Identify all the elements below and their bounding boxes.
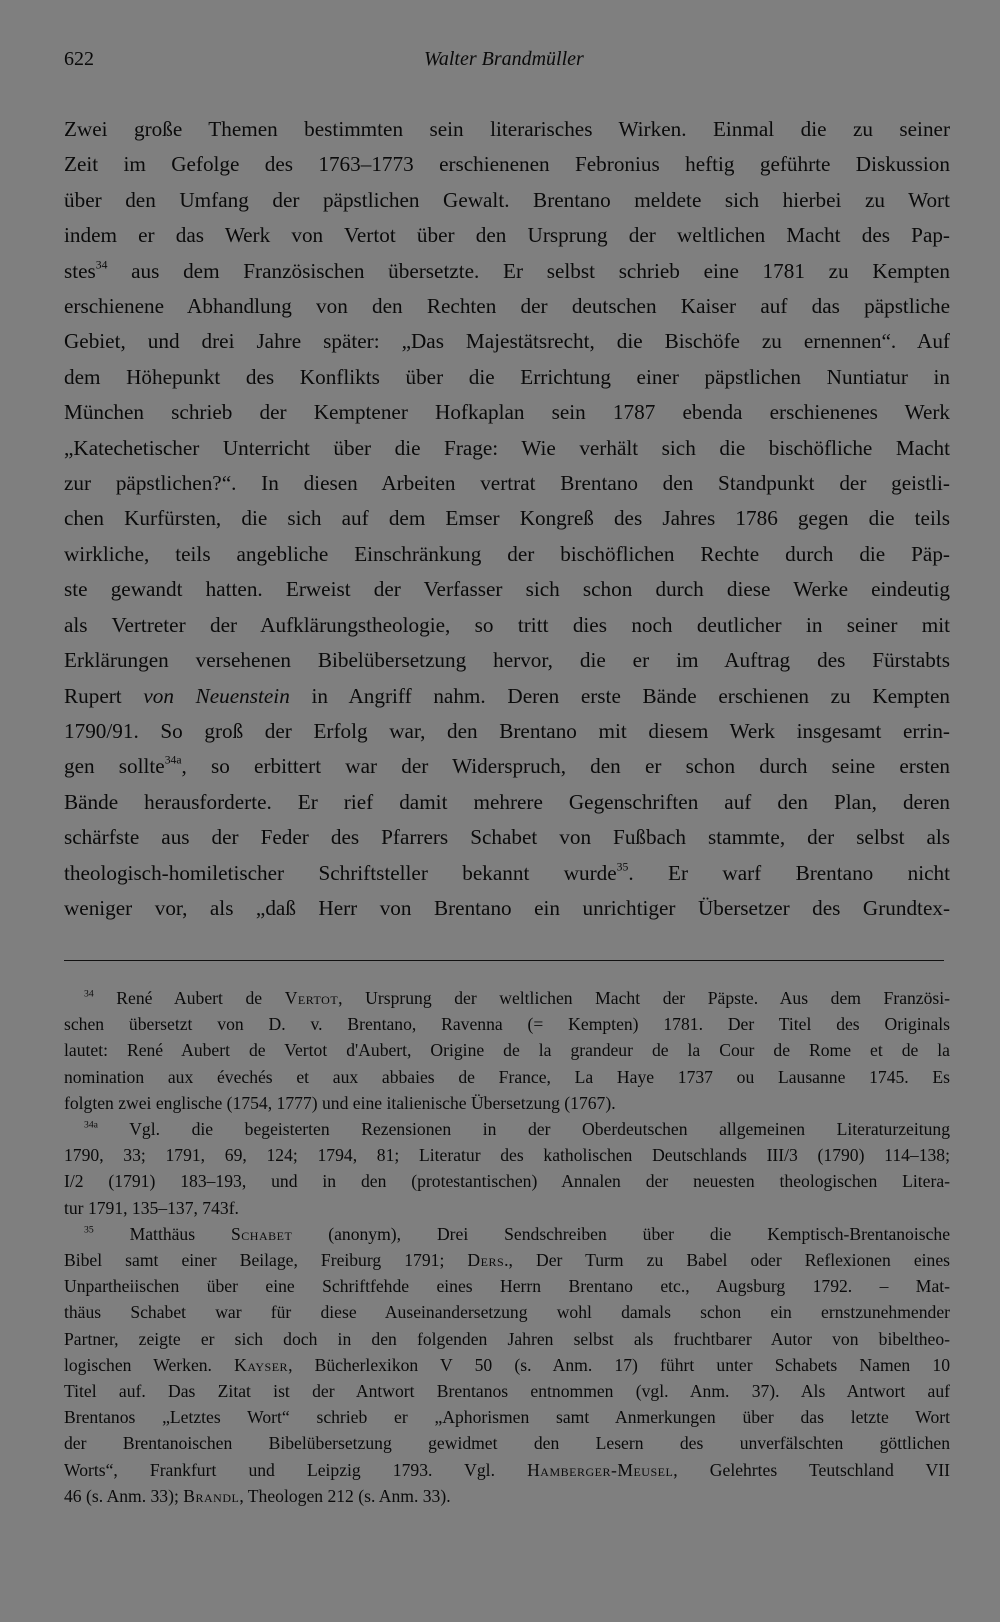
text-line: über den Umfang der päpstlichen Gewalt. Brentano meldete sich hierbei zu Wort	[64, 187, 950, 212]
footnote-line: I/2 (1791) 183–193, und in den (protestantischen) Annalen der neuesten theologischen Litera-	[64, 1171, 950, 1192]
footnote-line: thäus Schabet war für diese Auseinandersetzung wohl damals schon ein ernstzunehmender	[64, 1302, 950, 1323]
footnote-number: 35	[84, 1224, 94, 1236]
footnote-number: 34	[84, 988, 94, 1000]
author-name: Ders	[467, 1250, 505, 1271]
text-line: ste gewandt hatten. Erweist der Verfasser sich schon durch diese Werke eindeutig	[64, 577, 950, 602]
running-title: Walter Brandmüller	[424, 48, 584, 70]
footnote-line	[64, 1457, 950, 1483]
text-segment: theologisch-homiletischer Schriftsteller bekannt wurde	[64, 860, 617, 885]
text-segment: René Aubert de	[93, 988, 285, 1008]
footnote-line: tur 1791, 135–137, 743f.	[64, 1197, 239, 1218]
footnote-line	[64, 1483, 950, 1509]
text-line: wirkliche, teils angebliche Einschränkung der bischöflichen Rechte durch die Päp-	[64, 541, 950, 566]
text-segment: stes	[64, 258, 96, 283]
author-name: Hamberger-Meusel	[527, 1459, 674, 1480]
text-line: „Katechetischer Unterricht über die Frage: Wie verhält sich die bischöfliche Macht	[64, 435, 950, 460]
text-line: erschienene Abhandlung von den Rechten der deutschen Kaiser auf das päpstliche	[64, 294, 950, 319]
text-segment: , Ursprung der weltlichen Macht der Päpste. Aus dem Französi-	[338, 988, 950, 1008]
footnote-line: nomination aux évechés et aux abbaies de France, La Haye 1737 ou Lausanne 1745. Es	[64, 1066, 950, 1087]
footnote-line	[64, 985, 950, 1011]
footnote-line: schen übersetzt von D. v. Brentano, Ravenna (= Kempten) 1781. Der Titel des Originals	[64, 1014, 950, 1035]
author-name: Vertot	[284, 988, 339, 1008]
text-line: indem er das Werk von Vertot über den Ursprung der weltlichen Macht des Pap-	[64, 223, 950, 248]
text-segment: in Angriff nahm. Deren erste Bände erschienen zu Kempten	[289, 683, 950, 708]
text-line: zur päpstlichen?“. In diesen Arbeiten vertrat Brentano den Standpunkt der geistli-	[64, 471, 950, 496]
running-head	[64, 48, 936, 80]
text-line	[64, 856, 950, 891]
footnote-line	[64, 1116, 950, 1142]
text-line	[64, 749, 950, 784]
footnote-line: folgten zwei englische (1754, 1777) und eine italienische Übersetzung (1767).	[64, 1092, 616, 1113]
text-line: Bände herausforderte. Er rief damit mehrere Gegenschriften auf den Plan, deren	[64, 789, 950, 814]
text-line: Zwei große Themen bestimmten sein literarisches Wirken. Einmal die zu seiner	[64, 117, 950, 141]
footnotes	[64, 985, 950, 1509]
author-name: Brandl	[183, 1485, 240, 1506]
text-segment: , Bücherlexikon V 50 (s. Anm. 17) führt unter Schabets Namen 10	[288, 1354, 950, 1375]
italic-name: von Neuenstein	[143, 683, 290, 708]
text-segment: . Er warf Brentano nicht	[628, 860, 951, 885]
text-line: dem Höhepunkt des Konflikts über die Errichtung einer päpstlichen Nuntiatur in	[64, 364, 950, 389]
text-line: München schrieb der Kemptener Hofkaplan sein 1787 ebenda erschienenes Werk	[64, 400, 950, 425]
text-line: als Vertreter der Aufklärungstheologie, so tritt dies noch deutlicher in seiner mit	[64, 612, 950, 637]
author-name: Kayser	[234, 1354, 289, 1375]
text-line: Zeit im Gefolge des 1763–1773 erschienenen Febronius heftig geführte Diskussion	[64, 152, 950, 177]
footnote-marker: 34a	[164, 754, 182, 767]
footnote-line	[64, 1221, 950, 1247]
text-segment: , Gelehrtes Teutschland VII	[673, 1459, 950, 1480]
footnote-line: 1790, 33; 1791, 69, 124; 1794, 81; Literatur des katholischen Deutschlands III/3 (1790) 114–138;	[64, 1145, 950, 1166]
footnote-line: Brentanos „Letztes Wort“ schrieb er „Aphorismen samt Anmerkungen über das letzte Wort	[64, 1407, 950, 1428]
footnote-line: der Brentanoischen Bibelübersetzung gewidmet den Lesern des unverfälschten göttlichen	[64, 1433, 950, 1454]
text-segment: ., Der Turm zu Babel oder Reflexionen eines	[504, 1250, 950, 1271]
text-segment: Worts“, Frankfurt und Leipzig 1793. Vgl.	[64, 1459, 528, 1480]
footnote-line: lautet: René Aubert de Vertot d'Aubert, Origine de la grandeur de la Cour de Rome et de la	[64, 1040, 950, 1061]
footnote-line: Partner, zeigte er sich doch in den folgenden Jahren selbst als fruchtbarer Autor von bibeltheo-	[64, 1328, 950, 1349]
text-segment: , Theologen 212 (s. Anm. 33).	[239, 1485, 451, 1506]
text-segment: (anonym), Drei Sendschreiben über die Kemptisch-Brentanoische	[292, 1223, 951, 1244]
footnote-line: Titel auf. Das Zitat ist der Antwort Brentanos entnommen (vgl. Anm. 37). Als Antwort auf	[64, 1381, 950, 1402]
footnote-line: Unpartheiischen über eine Schriftfehde eines Herrn Brentano etc., Augsburg 1792. – Mat-	[64, 1276, 950, 1297]
text-line: Erklärungen versehenen Bibelübersetzung hervor, die er im Auftrag des Fürstabts	[64, 648, 950, 673]
footnote-marker: 34	[95, 258, 108, 272]
text-line: schärfste aus der Feder des Pfarrers Schabet von Fußbach stammte, der selbst als	[64, 825, 950, 850]
footnote-separator	[64, 960, 944, 961]
main-text	[64, 112, 950, 926]
footnote-line	[64, 1247, 950, 1273]
text-line: weniger vor, als „daß Herr von Brentano ein unrichtiger Übersetzer des Grundtex-	[64, 895, 950, 920]
text-line: chen Kurfürsten, die sich auf dem Emser Kongreß des Jahres 1786 gegen die teils	[64, 506, 950, 531]
text-line	[64, 254, 950, 289]
text-segment: Vgl. die begeisterten Rezensionen in der Oberdeutschen allgemeinen Literaturzeitung	[97, 1119, 950, 1140]
text-segment: , so erbittert war der Widerspruch, den er schon durch seine ersten	[181, 754, 950, 779]
author-name: Schabet	[231, 1223, 293, 1244]
page-number: 622	[64, 48, 94, 70]
text-segment: Rupert	[64, 683, 144, 708]
text-segment: Bibel samt einer Beilage, Freiburg 1791;	[64, 1250, 468, 1271]
footnote-marker: 35	[616, 860, 629, 874]
text-segment: aus dem Französischen übersetzte. Er selbst schrieb eine 1781 zu Kempten	[107, 258, 950, 283]
footnote-number: 34a	[84, 1119, 98, 1131]
text-line: 1790/91. So groß der Erfolg war, den Brentano mit diesem Werk insgesamt errin-	[64, 718, 950, 743]
text-line: Gebiet, und drei Jahre später: „Das Majestätsrecht, die Bischöfe zu ernennen“. Auf	[64, 329, 950, 354]
footnote-line	[64, 1352, 950, 1378]
text-segment: gen sollte	[64, 754, 165, 779]
text-segment: Matthäus	[93, 1223, 232, 1244]
text-line	[64, 679, 950, 714]
text-segment: 46 (s. Anm. 33);	[64, 1485, 184, 1506]
text-segment: logischen Werken.	[64, 1354, 235, 1375]
